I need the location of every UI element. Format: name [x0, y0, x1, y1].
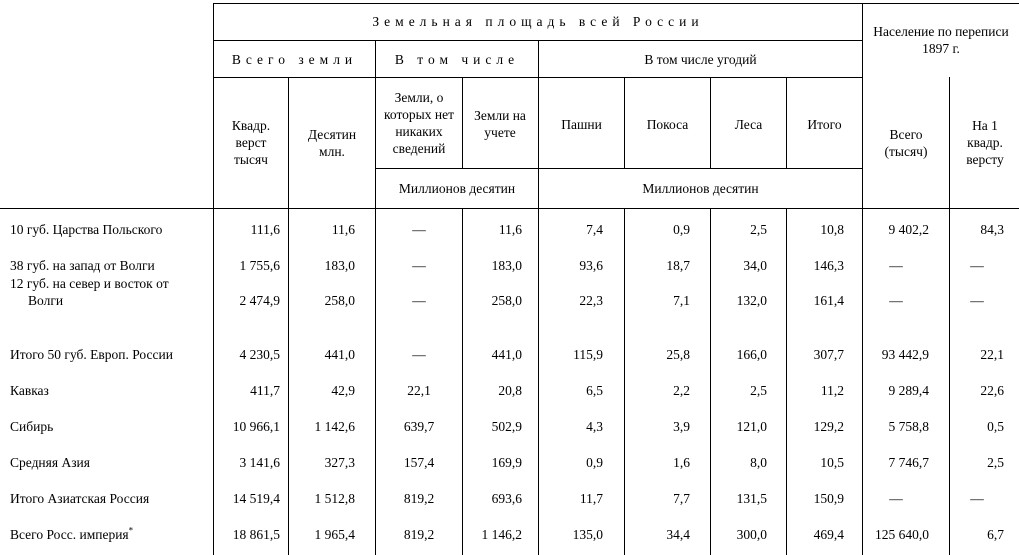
table-cell: 161,4 [813, 293, 844, 308]
table-cell: 1 146,2 [481, 527, 522, 542]
table-cell: 1 512,8 [314, 491, 355, 506]
table-cell: 9 289,4 [888, 383, 929, 398]
row-label: Сибирь [10, 419, 54, 434]
table-cell: 307,7 [813, 347, 844, 362]
rule-header-3 [376, 168, 862, 169]
table-cell: 132,0 [736, 293, 767, 308]
table-cell: 84,3 [980, 222, 1004, 237]
col-rule-1 [288, 77, 289, 555]
table-cell: 22,1 [980, 347, 1004, 362]
row-label-continued: Волги [28, 293, 64, 308]
table-cell: 157,4 [403, 455, 435, 470]
header-forests: Леса [734, 117, 763, 132]
table-cell: 11,7 [579, 491, 603, 506]
table-cell: 129,2 [813, 419, 844, 434]
table-cell: 300,0 [736, 527, 767, 542]
header-unknown-lands: Земли, о которых нет никаких сведений [384, 90, 454, 156]
table-cell: 183,0 [324, 258, 355, 273]
table-cell: 34,4 [666, 527, 690, 542]
row-label: Итого Азиатская Россия [10, 491, 150, 506]
table-cell: 502,9 [491, 419, 522, 434]
table-cell: 22,3 [579, 293, 603, 308]
table-cell: 6,5 [586, 383, 603, 398]
table-cell: — [970, 491, 984, 506]
table-cell: 25,8 [666, 347, 690, 362]
table-cell: 1 965,4 [314, 527, 355, 542]
row-label: Итого 50 губ. Европ. России [10, 347, 173, 362]
table-cell: — [412, 258, 426, 273]
table-cell: 0,9 [673, 222, 690, 237]
table-cell: 22,6 [980, 383, 1004, 398]
col-rule-9 [949, 77, 950, 555]
table-cell: 10,8 [820, 222, 844, 237]
table-cell: 327,3 [324, 455, 355, 470]
table-cell: 42,9 [331, 383, 355, 398]
table-cell: — [412, 222, 426, 237]
header-sq-versts: Квадр. верст тысяч [231, 118, 271, 167]
table-cell: 819,2 [403, 527, 435, 542]
table-cell: 11,2 [820, 383, 844, 398]
table-cell: 5 758,8 [888, 419, 929, 434]
table-cell: 258,0 [324, 293, 355, 308]
table-cell: 93,6 [579, 258, 603, 273]
table-cell: 150,9 [813, 491, 844, 506]
table-cell: 22,1 [407, 383, 431, 398]
table-cell: 115,9 [573, 347, 603, 362]
table-cell: 639,7 [403, 419, 435, 434]
table-cell: 4,3 [586, 419, 603, 434]
table-cell: 34,0 [743, 258, 767, 273]
table-cell: — [889, 293, 903, 308]
header-unit-1: Миллионов десятин [398, 181, 516, 196]
col-rule-8 [862, 3, 863, 555]
table-cell: 441,0 [491, 347, 522, 362]
table-cell: 7,4 [586, 222, 603, 237]
table-cell: — [970, 293, 984, 308]
table-cell: 441,0 [324, 347, 355, 362]
table-cell: — [412, 347, 426, 362]
rule-header-bottom [0, 208, 1019, 209]
rule-top [213, 3, 1019, 4]
header-unit-2: Миллионов десятин [642, 181, 759, 196]
table-cell: — [889, 491, 903, 506]
table-cell: 3 141,6 [239, 455, 280, 470]
table-cell: 3,9 [673, 419, 690, 434]
col-rule-0 [213, 3, 214, 555]
table-cell: 7,7 [673, 491, 690, 506]
table-cell: 146,3 [813, 258, 844, 273]
table-cell: 121,0 [736, 419, 767, 434]
table-cell: 2,2 [673, 383, 690, 398]
header-recorded-lands: Земли на учете [474, 108, 526, 140]
table-cell: 693,6 [491, 491, 522, 506]
header-population: Население по переписи 1897 г. [873, 24, 1009, 56]
table-cell: 1 142,6 [314, 419, 355, 434]
table-cell: 2,5 [750, 222, 767, 237]
table-cell: 4 230,5 [239, 347, 280, 362]
table-cell: 111,6 [250, 222, 280, 237]
table-cell: 14 519,4 [232, 491, 280, 506]
table-cell: 18,7 [666, 258, 690, 273]
table-cell: 131,5 [736, 491, 767, 506]
header-pop-per-verst: На 1 квадр. версту [966, 118, 1004, 167]
table-cell: 7,1 [673, 293, 690, 308]
header-arable: Пашни [561, 117, 602, 132]
table-cell: 20,8 [498, 383, 522, 398]
header-total-land: Всего земли [231, 52, 358, 67]
table-cell: 2 474,9 [239, 293, 280, 308]
table-cell: 11,6 [498, 222, 522, 237]
table-cell: 2,5 [750, 383, 767, 398]
table-cell: 258,0 [491, 293, 522, 308]
header-including-lands: В том числе угодий [644, 52, 757, 67]
header-hayfields: Покоса [646, 117, 689, 132]
table-cell: 0,5 [987, 419, 1004, 434]
table-cell: — [889, 258, 903, 273]
table-cell: 169,9 [491, 455, 522, 470]
table-cell: 166,0 [736, 347, 767, 362]
table-cell: 11,6 [331, 222, 355, 237]
table-cell: — [412, 293, 426, 308]
row-label: Кавказ [10, 383, 49, 398]
table-cell: 411,7 [250, 383, 280, 398]
table-cell: 6,7 [987, 527, 1004, 542]
row-label: Всего Росс. империя* [10, 525, 134, 542]
header-desyatin: Десятин млн. [307, 127, 357, 159]
header-including: В том числе [394, 52, 520, 67]
table-cell: 10 966,1 [232, 419, 280, 434]
table-cell: 10,5 [820, 455, 844, 470]
table-cell: 0,9 [586, 455, 603, 470]
row-label: 12 губ. на север и восток от [10, 276, 169, 291]
table-cell: 9 402,2 [888, 222, 929, 237]
table-cell: 2,5 [987, 455, 1004, 470]
footnote-mark: * [128, 525, 134, 536]
row-label: Средняя Азия [10, 455, 90, 470]
table-cell: 93 442,9 [881, 347, 929, 362]
table-cell: 183,0 [491, 258, 522, 273]
table-cell: 7 746,7 [888, 455, 929, 470]
header-pop-total: Всего (тысяч) [884, 127, 928, 159]
table-cell: 8,0 [750, 455, 767, 470]
table-cell: 469,4 [813, 527, 844, 542]
table-cell: 18 861,5 [232, 527, 280, 542]
table-cell: 125 640,0 [875, 527, 929, 542]
table-cell: 819,2 [403, 491, 435, 506]
table-cell: 1,6 [673, 455, 690, 470]
row-label: 10 губ. Царства Польского [10, 222, 163, 237]
header-land-area: Земельная площадь всей России [372, 14, 704, 29]
col-rule-3 [462, 77, 463, 168]
table-cell: 1 755,6 [239, 258, 280, 273]
table-cell: — [970, 258, 984, 273]
row-label: 38 губ. на запад от Волги [10, 258, 155, 273]
table-cell: 135,0 [572, 527, 603, 542]
header-total-sub: Итого [807, 117, 842, 132]
